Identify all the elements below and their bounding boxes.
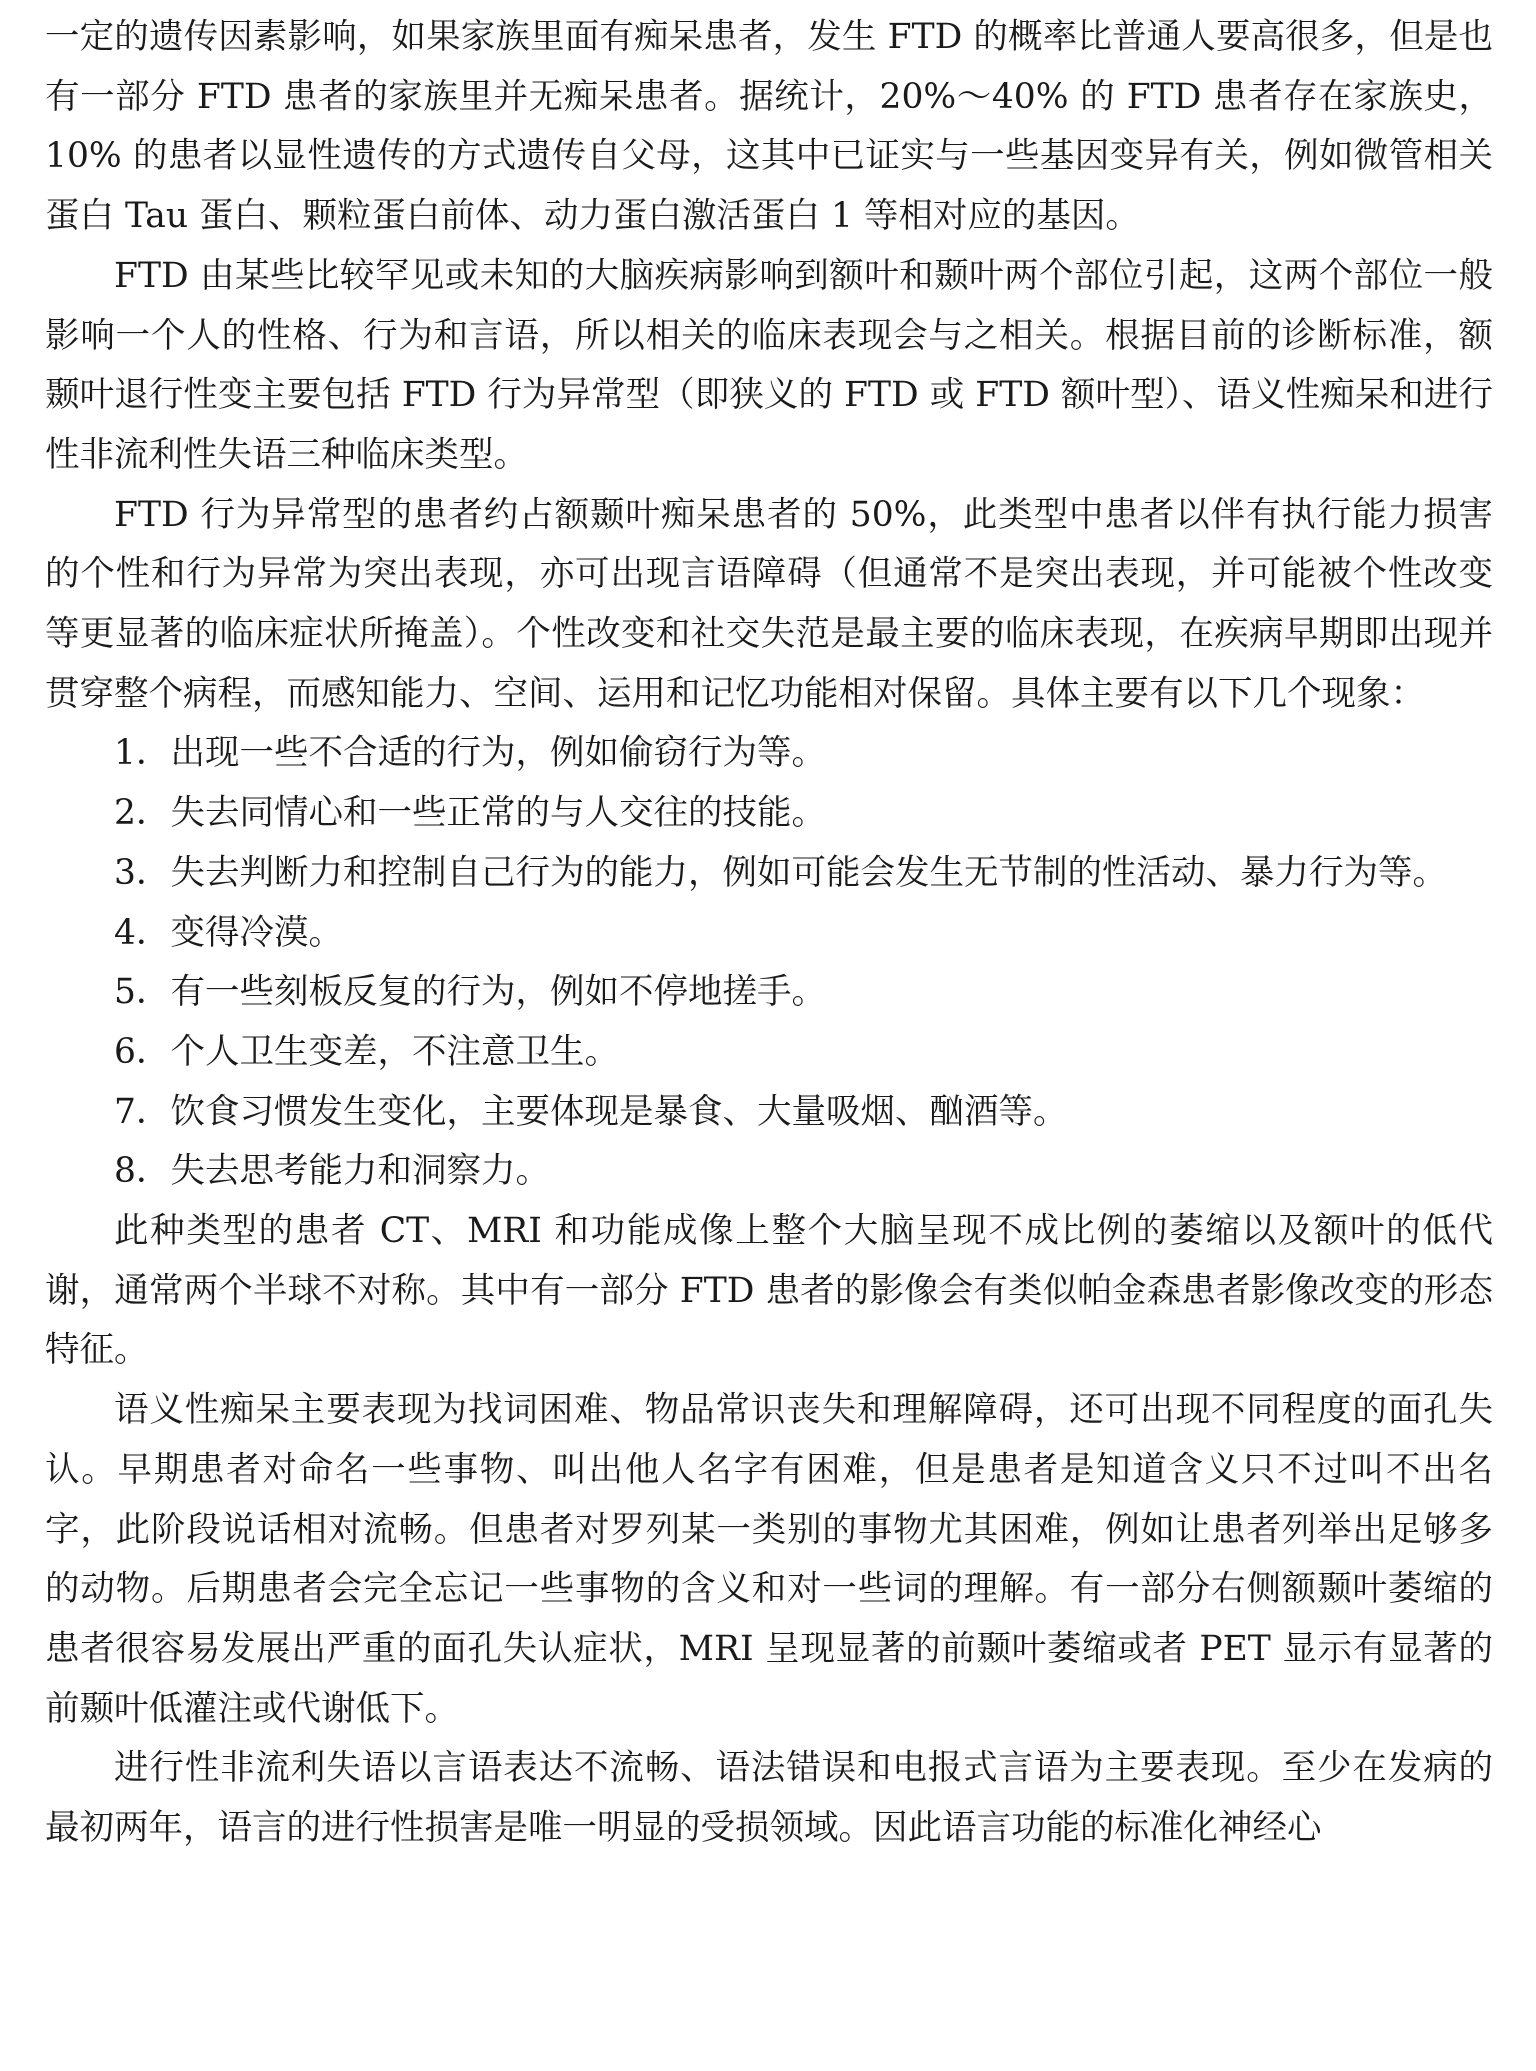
list-item: 7．饮食习惯发生变化，主要体现是暴食、大量吸烟、酗酒等。 [114, 1091, 1068, 1132]
list-item: 6．个人卫生变差，不注意卫生。 [114, 1031, 619, 1072]
paragraph-semantic-dementia: 语义性痴呆主要表现为找词困难、物品常识丧失和理解障碍，还可出现不同程度的面孔失认。早期患者对命名一些事物、叫出他人名字有困难，但是患者是知道含义只不过叫不出名字，此阶段说话相对流畅。但患者对罗列某一类别的事物尤其困难，例如让患者列举出足够多的动物。后期患者会完全忘记一些事物的含义和对一些词的理解。有一部分右侧额颞叶萎缩的患者很容易发展出严重的面孔失认症状，MRI 呈现显著的前颞叶萎缩或者 PET 显示有显著的前颞叶低灌注或代谢低下。 [45, 1390, 1493, 1729]
list-item: 4．变得冷漠。 [114, 912, 343, 953]
paragraph-ftd-cause: FTD 由某些比较罕见或未知的大脑疾病影响到额叶和颞叶两个部位引起，这两个部位一般影响一个人的性格、行为和言语，所以相关的临床表现会与之相关。根据目前的诊断标准，额颞叶退行性变主要包括 FTD 行为异常型（即狭义的 FTD 或 FTD 额叶型）、语义性痴呆和进行性非流利性失语三种临床类型。 [45, 255, 1493, 475]
document-page [45, 8, 1493, 1859]
paragraph-hereditary: 一定的遗传因素影响，如果家族里面有痴呆患者，发生 FTD 的概率比普通人要高很多，但是也有一部分 FTD 患者的家族里并无痴呆患者。据统计，20%～40% 的 FTD 患者存在家族史，10% 的患者以显性遗传的方式遗传自父母，这其中已证实与一些基因变异有关，例如微管相关蛋白 Tau 蛋白、颗粒蛋白前体、动力蛋白激活蛋白 1 等相对应的基因。 [45, 17, 1493, 237]
list-item: 1．出现一些不合适的行为，例如偷窃行为等。 [114, 733, 826, 774]
paragraph-behavioral-type: FTD 行为异常型的患者约占额颞叶痴呆患者的 50%，此类型中患者以伴有执行能力损害的个性和行为异常为突出表现，亦可出现言语障碍（但通常不是突出表现，并可能被个性改变等更显著的临床症状所掩盖）。个性改变和社交失范是最主要的临床表现，在疾病早期即出现并贯穿整个病程，而感知能力、空间、运用和记忆功能相对保留。具体主要有以下几个现象： [45, 494, 1493, 714]
list-item: 3．失去判断力和控制自己行为的能力，例如可能会发生无节制的性活动、暴力行为等。 [114, 852, 1447, 893]
list-item: 8．失去思考能力和洞察力。 [114, 1151, 550, 1192]
list-item: 5．有一些刻板反复的行为，例如不停地搓手。 [114, 972, 826, 1013]
paragraph-imaging: 此种类型的患者 CT、MRI 和功能成像上整个大脑呈现不成比例的萎缩以及额叶的低代谢，通常两个半球不对称。其中有一部分 FTD 患者的影像会有类似帕金森患者影像改变的形态特征。 [45, 1211, 1493, 1371]
list-item: 2．失去同情心和一些正常的与人交往的技能。 [114, 793, 826, 834]
paragraph-nonfluent-aphasia: 进行性非流利失语以言语表达不流畅、语法错误和电报式言语为主要表现。至少在发病的最初两年，语言的进行性损害是唯一明显的受损领域。因此语言功能的标准化神经心 [45, 1748, 1493, 1849]
